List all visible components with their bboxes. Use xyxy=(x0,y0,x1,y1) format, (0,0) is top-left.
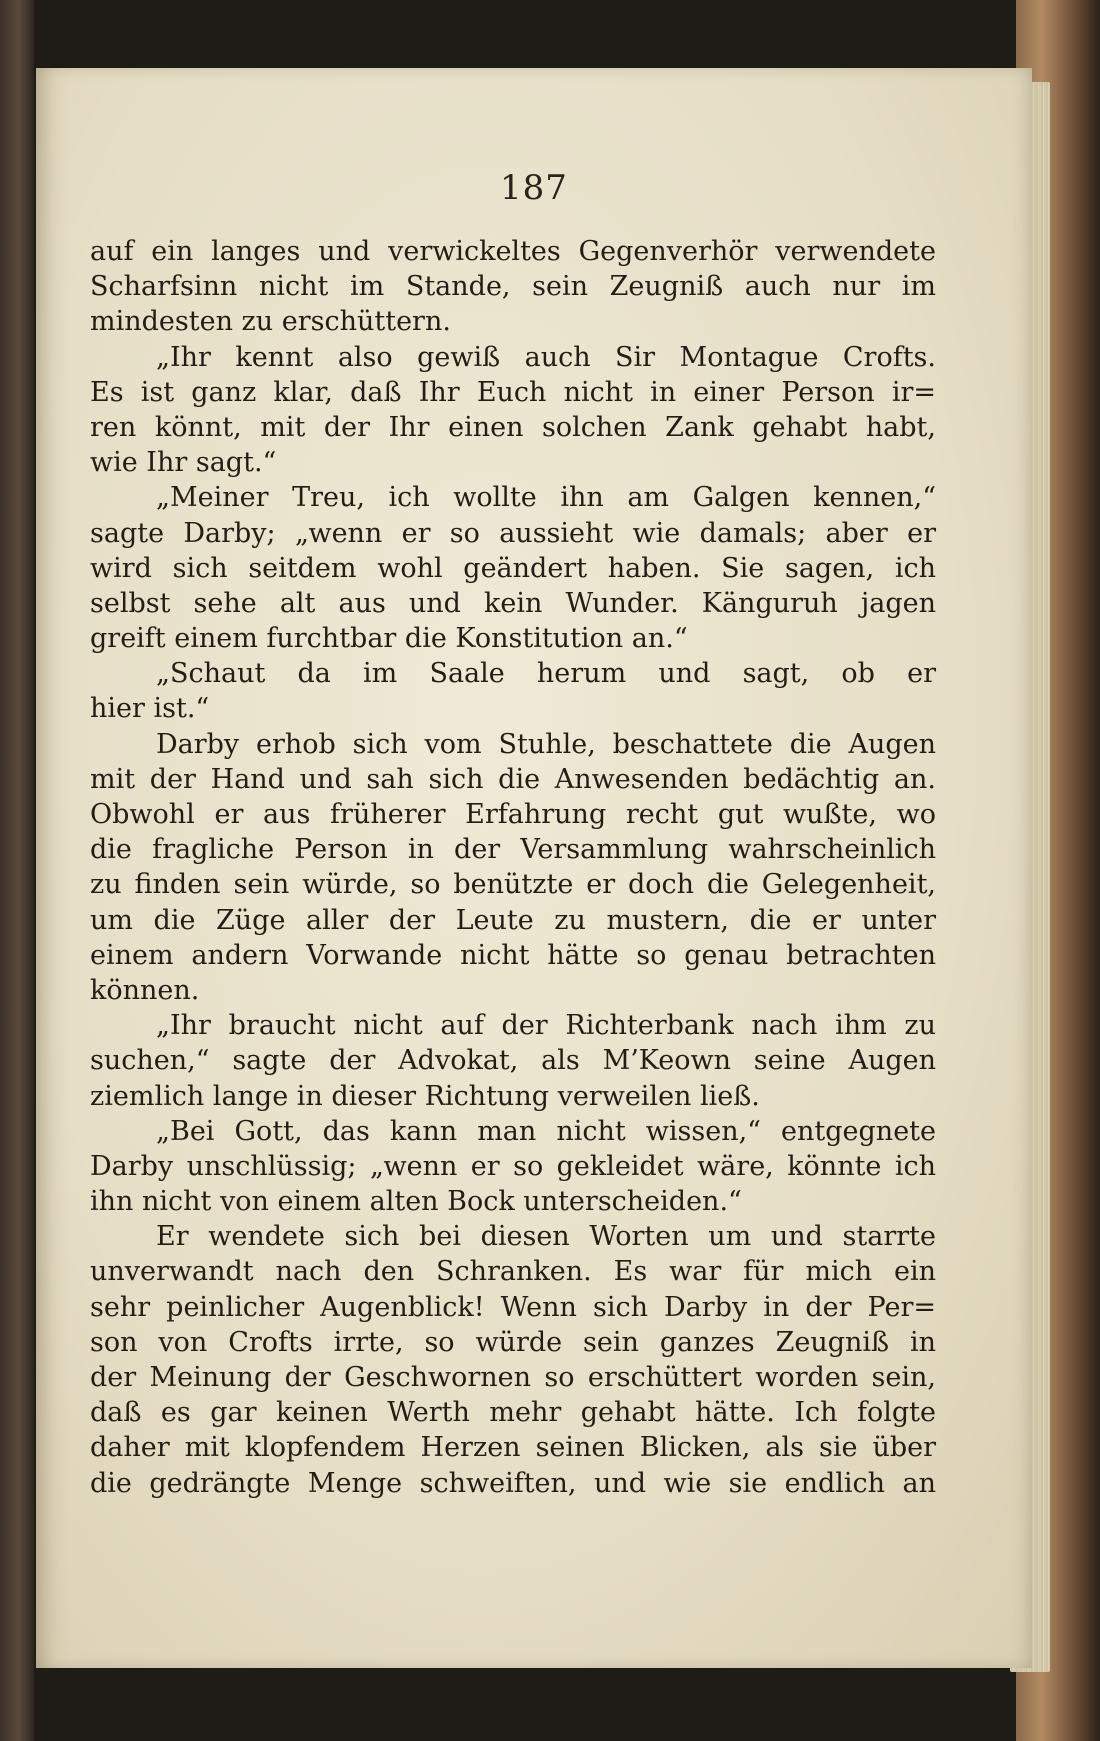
text-line: Es ist ganz klar, daß Ihr Euch nicht in einer Person ir= xyxy=(90,376,936,408)
text-line: „Meiner Treu, ich wollte ihn am Galgen kennen,“ xyxy=(156,482,936,514)
text-line: unverwandt nach den Schranken. Es war für mich ein xyxy=(90,1256,936,1288)
text-line: son von Crofts irrte, so würde sein ganzes Zeugniß in xyxy=(90,1326,936,1358)
text-line: Obwohl er aus früherer Erfahrung recht gut wußte, wo xyxy=(90,799,936,830)
text-line: die gedrängte Menge schweiften, und wie sie endlich an xyxy=(90,1467,936,1499)
text-line: einem andern Vorwande nicht hätte so genau betrachten xyxy=(90,939,936,971)
text-line: auf ein langes und verwickeltes Gegenverhör verwendete xyxy=(90,236,936,267)
text-line: ziemlich lange in dieser Richtung verweilen ließ. xyxy=(90,1080,760,1112)
text-line: greift einem furchtbar die Konstitution an.“ xyxy=(90,623,688,655)
page-number: 187 xyxy=(500,168,568,208)
text-line: mit der Hand und sah sich die Anwesenden bedächtig an. xyxy=(90,763,936,795)
text-line: hier ist.“ xyxy=(90,693,210,725)
text-line: „Ihr braucht nicht auf der Richterbank nach ihm zu xyxy=(156,1010,936,1042)
text-line: sehr peinlicher Augenblick! Wenn sich Darby in der Per= xyxy=(90,1291,936,1323)
text-line: sagte Darby; „wenn er so aussieht wie damals; aber er xyxy=(90,517,936,549)
text-line: daher mit klopfendem Herzen seinen Blicken, als sie über xyxy=(90,1432,936,1464)
text-line: selbst sehe alt aus und kein Wunder. Känguruh jagen xyxy=(90,587,936,619)
text-line: können. xyxy=(90,974,200,1006)
text-line: daß es gar keinen Werth mehr gehabt hätte. Ich folgte xyxy=(90,1397,936,1429)
text-block xyxy=(90,234,936,1501)
book-page xyxy=(36,68,1032,1668)
text-line: Darby erhob sich vom Stuhle, beschattete die Augen xyxy=(156,728,936,760)
text-line: suchen,“ sagte der Advokat, als M’Keown seine Augen xyxy=(90,1045,936,1077)
text-line: der Meinung der Geschwornen so erschüttert worden sein, xyxy=(90,1362,936,1393)
text-line: um die Züge aller der Leute zu mustern, die er unter xyxy=(90,904,936,936)
text-line: „Bei Gott, das kann man nicht wissen,“ entgegnete xyxy=(156,1115,936,1147)
text-line: Scharfsinn nicht im Stande, sein Zeugniß auch nur im xyxy=(90,271,936,303)
text-line: ren könnt, mit der Ihr einen solchen Zank gehabt habt, xyxy=(90,411,936,443)
text-line: „Schaut da im Saale herum und sagt, ob er xyxy=(156,658,936,690)
text-line: wie Ihr sagt.“ xyxy=(90,447,277,479)
text-line: wird sich seitdem wohl geändert haben. Sie sagen, ich xyxy=(90,552,936,584)
text-line: Er wendete sich bei diesen Worten um und starrte xyxy=(156,1221,936,1253)
text-line: zu finden sein würde, so benützte er doch die Gelegenheit, xyxy=(90,869,936,901)
text-line: mindesten zu erschüttern. xyxy=(90,306,451,338)
text-line: ihn nicht von einem alten Bock unterscheiden.“ xyxy=(90,1186,742,1218)
text-line: Darby unschlüssig; „wenn er so gekleidet wäre, könnte ich xyxy=(90,1150,936,1182)
book-spine-left xyxy=(0,0,34,1741)
text-line: „Ihr kennt also gewiß auch Sir Montague Crofts. xyxy=(156,341,936,373)
text-line: die fragliche Person in der Versammlung wahrscheinlich xyxy=(90,834,936,866)
